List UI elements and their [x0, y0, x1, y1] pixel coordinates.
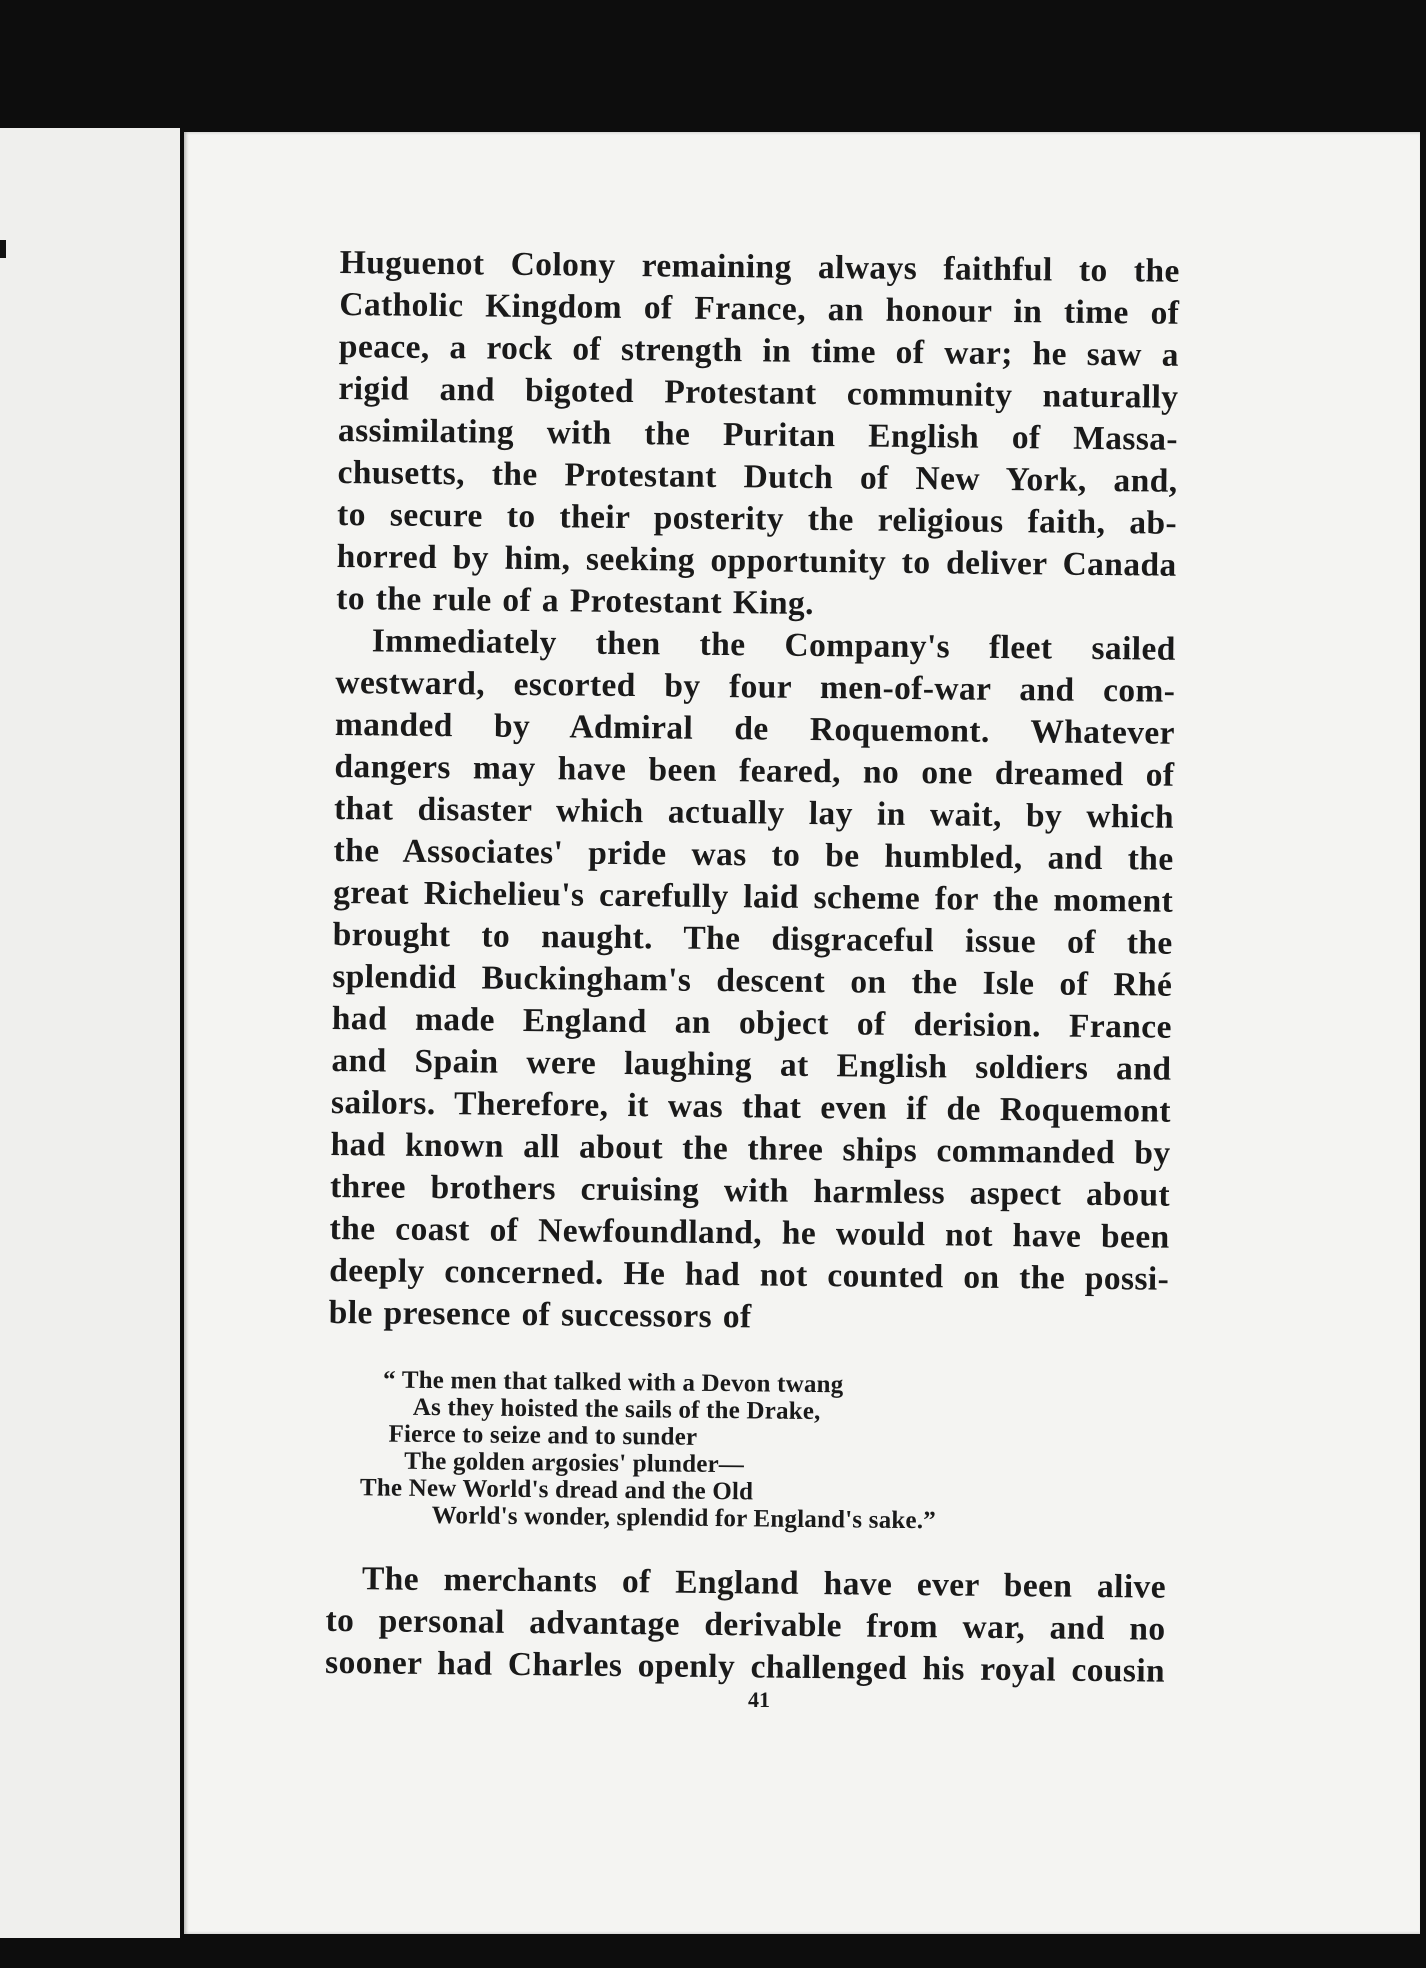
text-line: had known all about the three ships commanded by	[330, 1125, 1171, 1172]
text-line: rigid and bigoted Protestant community naturally	[338, 369, 1179, 416]
left-page-edge	[0, 128, 180, 1938]
text-line: westward, escorted by four men-of-war and com-	[335, 663, 1176, 710]
page-text	[325, 242, 1180, 1693]
paragraph-1	[336, 242, 1180, 629]
text-line: Huguenot Colony remaining always faithful to the	[339, 243, 1180, 290]
text-line: to secure to their posterity the religious faith, ab-	[336, 495, 1178, 542]
text-line: peace, a rock of strength in time of war; he saw a	[338, 327, 1180, 374]
book-page	[184, 132, 1420, 1934]
text-line: that disaster which actually lay in wait, by which	[333, 789, 1175, 836]
text-line: the Associates' pride was to be humbled, and the	[333, 831, 1174, 878]
text-line: and Spain were laughing at English soldiers and	[331, 1041, 1172, 1088]
text-line: assimilating with the Puritan English of Massa-	[337, 411, 1179, 458]
text-line: deeply concerned. He had not counted on the possi-	[329, 1251, 1170, 1298]
text-line: brought to naught. The disgraceful issue of the	[332, 915, 1173, 962]
paragraph-2	[329, 620, 1176, 1343]
text-line: three brothers cruising with harmless aspect about	[329, 1167, 1171, 1214]
verse-line: World's wonder, splendid for England's sake.”	[431, 1502, 937, 1535]
verse-line: “ The men that talked with a Devon twang	[382, 1366, 844, 1399]
text-line: splendid Buckingham's descent on the Isle of Rhé	[332, 957, 1173, 1004]
text-line: sooner had Charles openly challenged his royal cousin	[324, 1643, 1166, 1690]
text-line: ble presence of successors of	[328, 1293, 752, 1336]
text-line: chusetts, the Protestant Dutch of New York, and,	[337, 453, 1178, 500]
paragraph-3	[325, 1558, 1166, 1693]
text-line: horred by him, seeking opportunity to deliver Canada	[336, 537, 1177, 584]
text-line: to the rule of a Protestant King.	[336, 579, 815, 622]
text-line: dangers may have been feared, no one dreamed of	[334, 747, 1175, 794]
verse-line: As they hoisted the sails of the Drake,	[412, 1393, 821, 1426]
text-line: to personal advantage derivable from war, and no	[325, 1601, 1166, 1648]
text-line: Catholic Kingdom of France, an honour in time of	[339, 285, 1180, 332]
text-line: had made England an object of derision. France	[331, 999, 1173, 1046]
text-line: Immediately then the Company's fleet sailed	[371, 622, 1176, 668]
text-line: The merchants of England have ever been alive	[361, 1560, 1167, 1606]
text-line: the coast of Newfoundland, he would not have been	[329, 1209, 1170, 1256]
verse-line: Fierce to seize and to sunder	[388, 1420, 698, 1451]
text-line: great Richelieu's carefully laid scheme for the moment	[332, 873, 1174, 920]
verse-quotation	[359, 1366, 1169, 1537]
left-page-mark	[0, 240, 6, 258]
page-number: 41	[748, 1687, 770, 1712]
verse-line: The golden argosies' plunder—	[404, 1447, 745, 1479]
verse-line: The New World's dread and the Old	[359, 1474, 754, 1506]
text-line: manded by Admiral de Roquemont. Whatever	[334, 705, 1176, 752]
text-line: sailors. Therefore, it was that even if de Roquemont	[330, 1083, 1172, 1130]
